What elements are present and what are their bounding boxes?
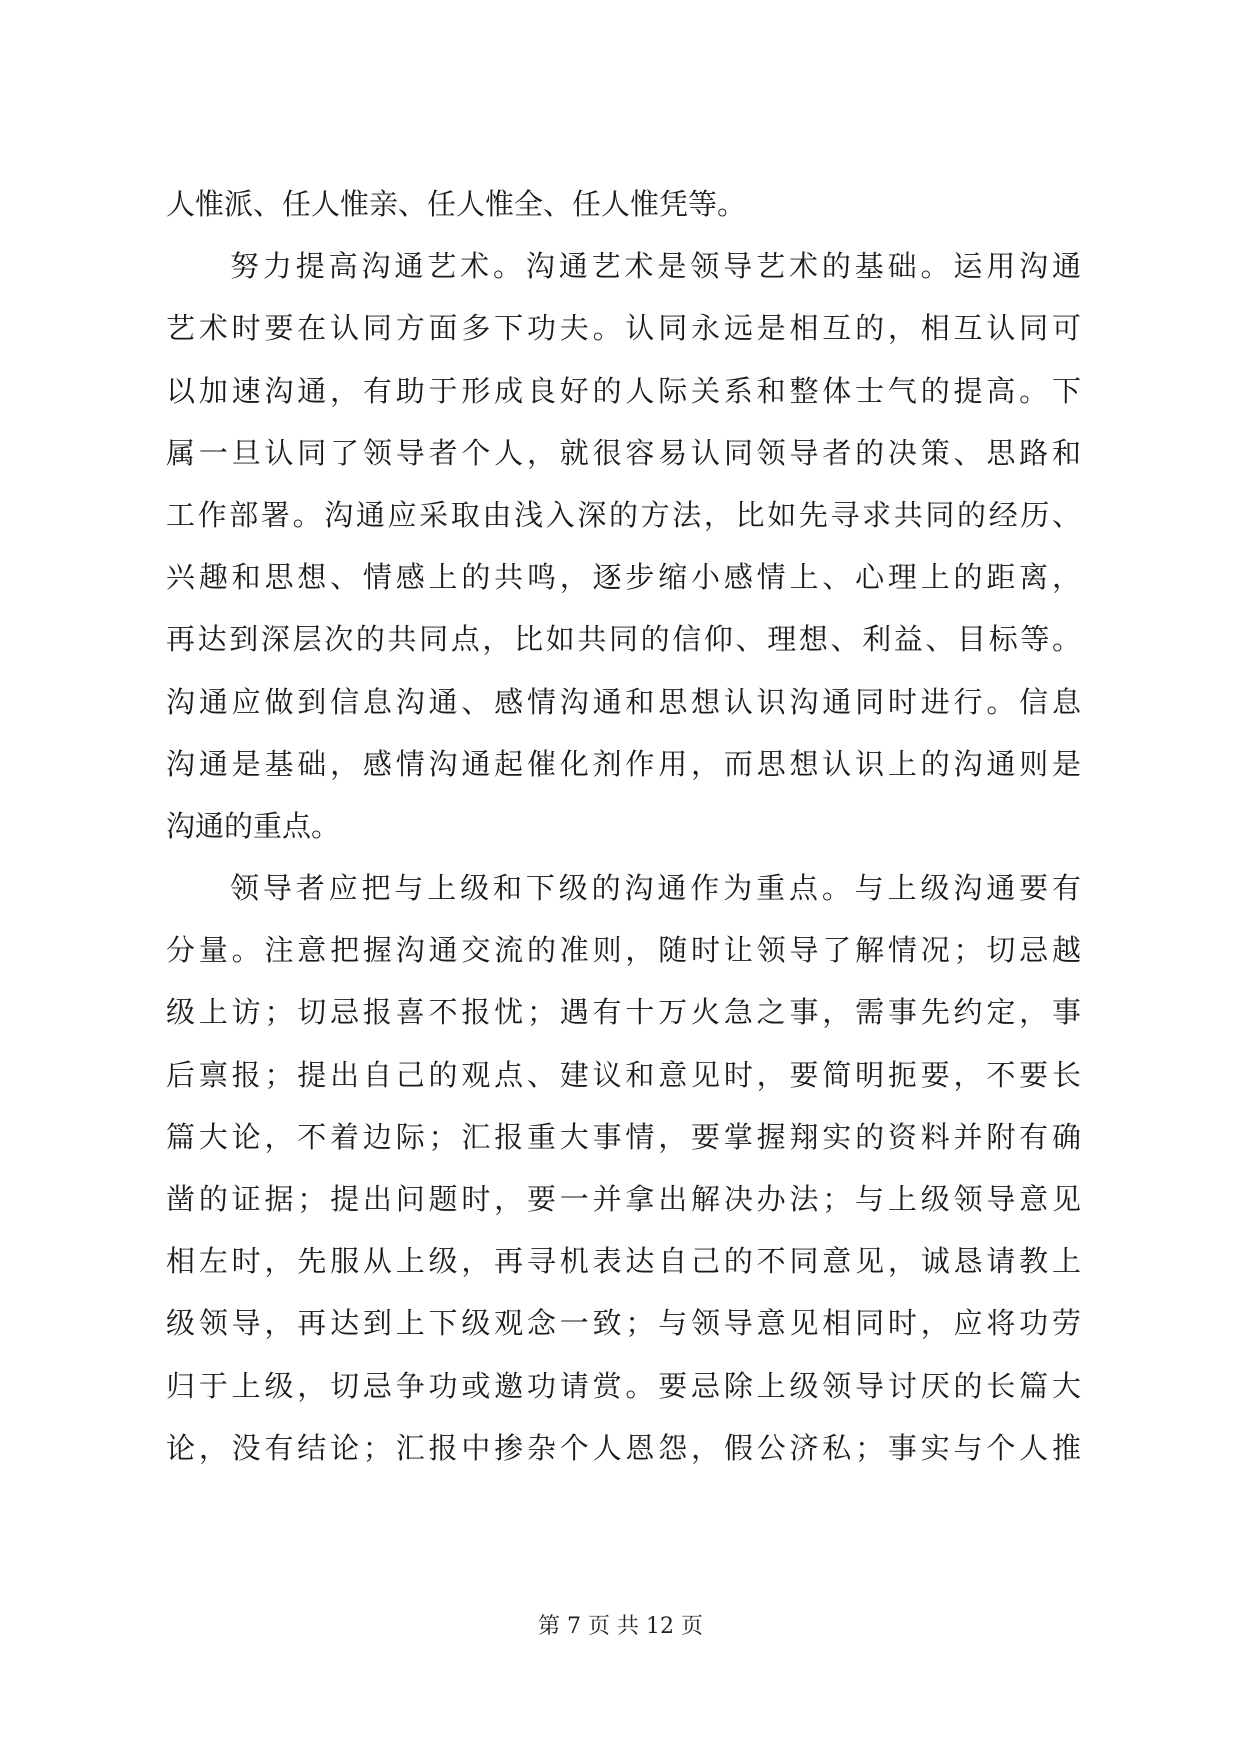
text-line: 领导者应把与上级和下级的沟通作为重点。与上级沟通要有 — [230, 871, 1081, 906]
text-line: 工作部署。沟通应采取由浅入深的方法，比如先寻求共同的经历、 — [166, 497, 1081, 532]
text-line: 努力提高沟通艺术。沟通艺术是领导艺术的基础。运用沟通 — [230, 249, 1081, 284]
text-line: 再达到深层次的共同点，比如共同的信仰、理想、利益、目标等。 — [166, 622, 1081, 657]
text-line: 沟通的重点。 — [166, 808, 341, 843]
text-line: 归于上级，切忌争功或邀功请赏。要忌除上级领导讨厌的长篇大 — [166, 1368, 1081, 1403]
text-line: 级领导，再达到上下级观念一致；与领导意见相同时，应将功劳 — [166, 1306, 1081, 1341]
text-line: 凿的证据；提出问题时，要一并拿出解决办法；与上级领导意见 — [166, 1182, 1081, 1216]
text-line: 相左时，先服从上级，再寻机表达自己的不同意见，诚恳请教上 — [166, 1244, 1081, 1279]
text-line: 沟通是基础，感情沟通起催化剂作用，而思想认识上的沟通则是 — [166, 746, 1081, 781]
text-line: 艺术时要在认同方面多下功夫。认同永远是相互的，相互认同可 — [166, 311, 1081, 346]
text-line: 后禀报；提出自己的观点、建议和意见时，要简明扼要，不要长 — [166, 1057, 1081, 1092]
text-line: 属一旦认同了领导者个人，就很容易认同领导者的决策、思路和 — [166, 435, 1081, 470]
text-line: 论，没有结论；汇报中掺杂个人恩怨，假公济私；事实与个人推 — [166, 1430, 1081, 1465]
text-line: 以加速沟通，有助于形成良好的人际关系和整体士气的提高。下 — [166, 373, 1081, 408]
text-line: 兴趣和思想、情感上的共鸣，逐步缩小感情上、心理上的距离， — [166, 560, 1081, 595]
text-line: 篇大论，不着边际；汇报重大事情，要掌握翔实的资料并附有确 — [166, 1119, 1081, 1154]
text-line: 分量。注意把握沟通交流的准则，随时让领导了解情况；切忌越 — [166, 933, 1081, 968]
text-line: 级上访；切忌报喜不报忧；遇有十万火急之事，需事先约定，事 — [166, 995, 1081, 1030]
text-line: 沟通应做到信息沟通、感情沟通和思想认识沟通同时进行。信息 — [166, 684, 1081, 719]
page-number-footer: 第 7 页 共 12 页 — [538, 1614, 703, 1639]
text-line: 人惟派、任人惟亲、任人惟全、任人惟凭等。 — [166, 187, 747, 221]
body-text — [166, 173, 1081, 1479]
